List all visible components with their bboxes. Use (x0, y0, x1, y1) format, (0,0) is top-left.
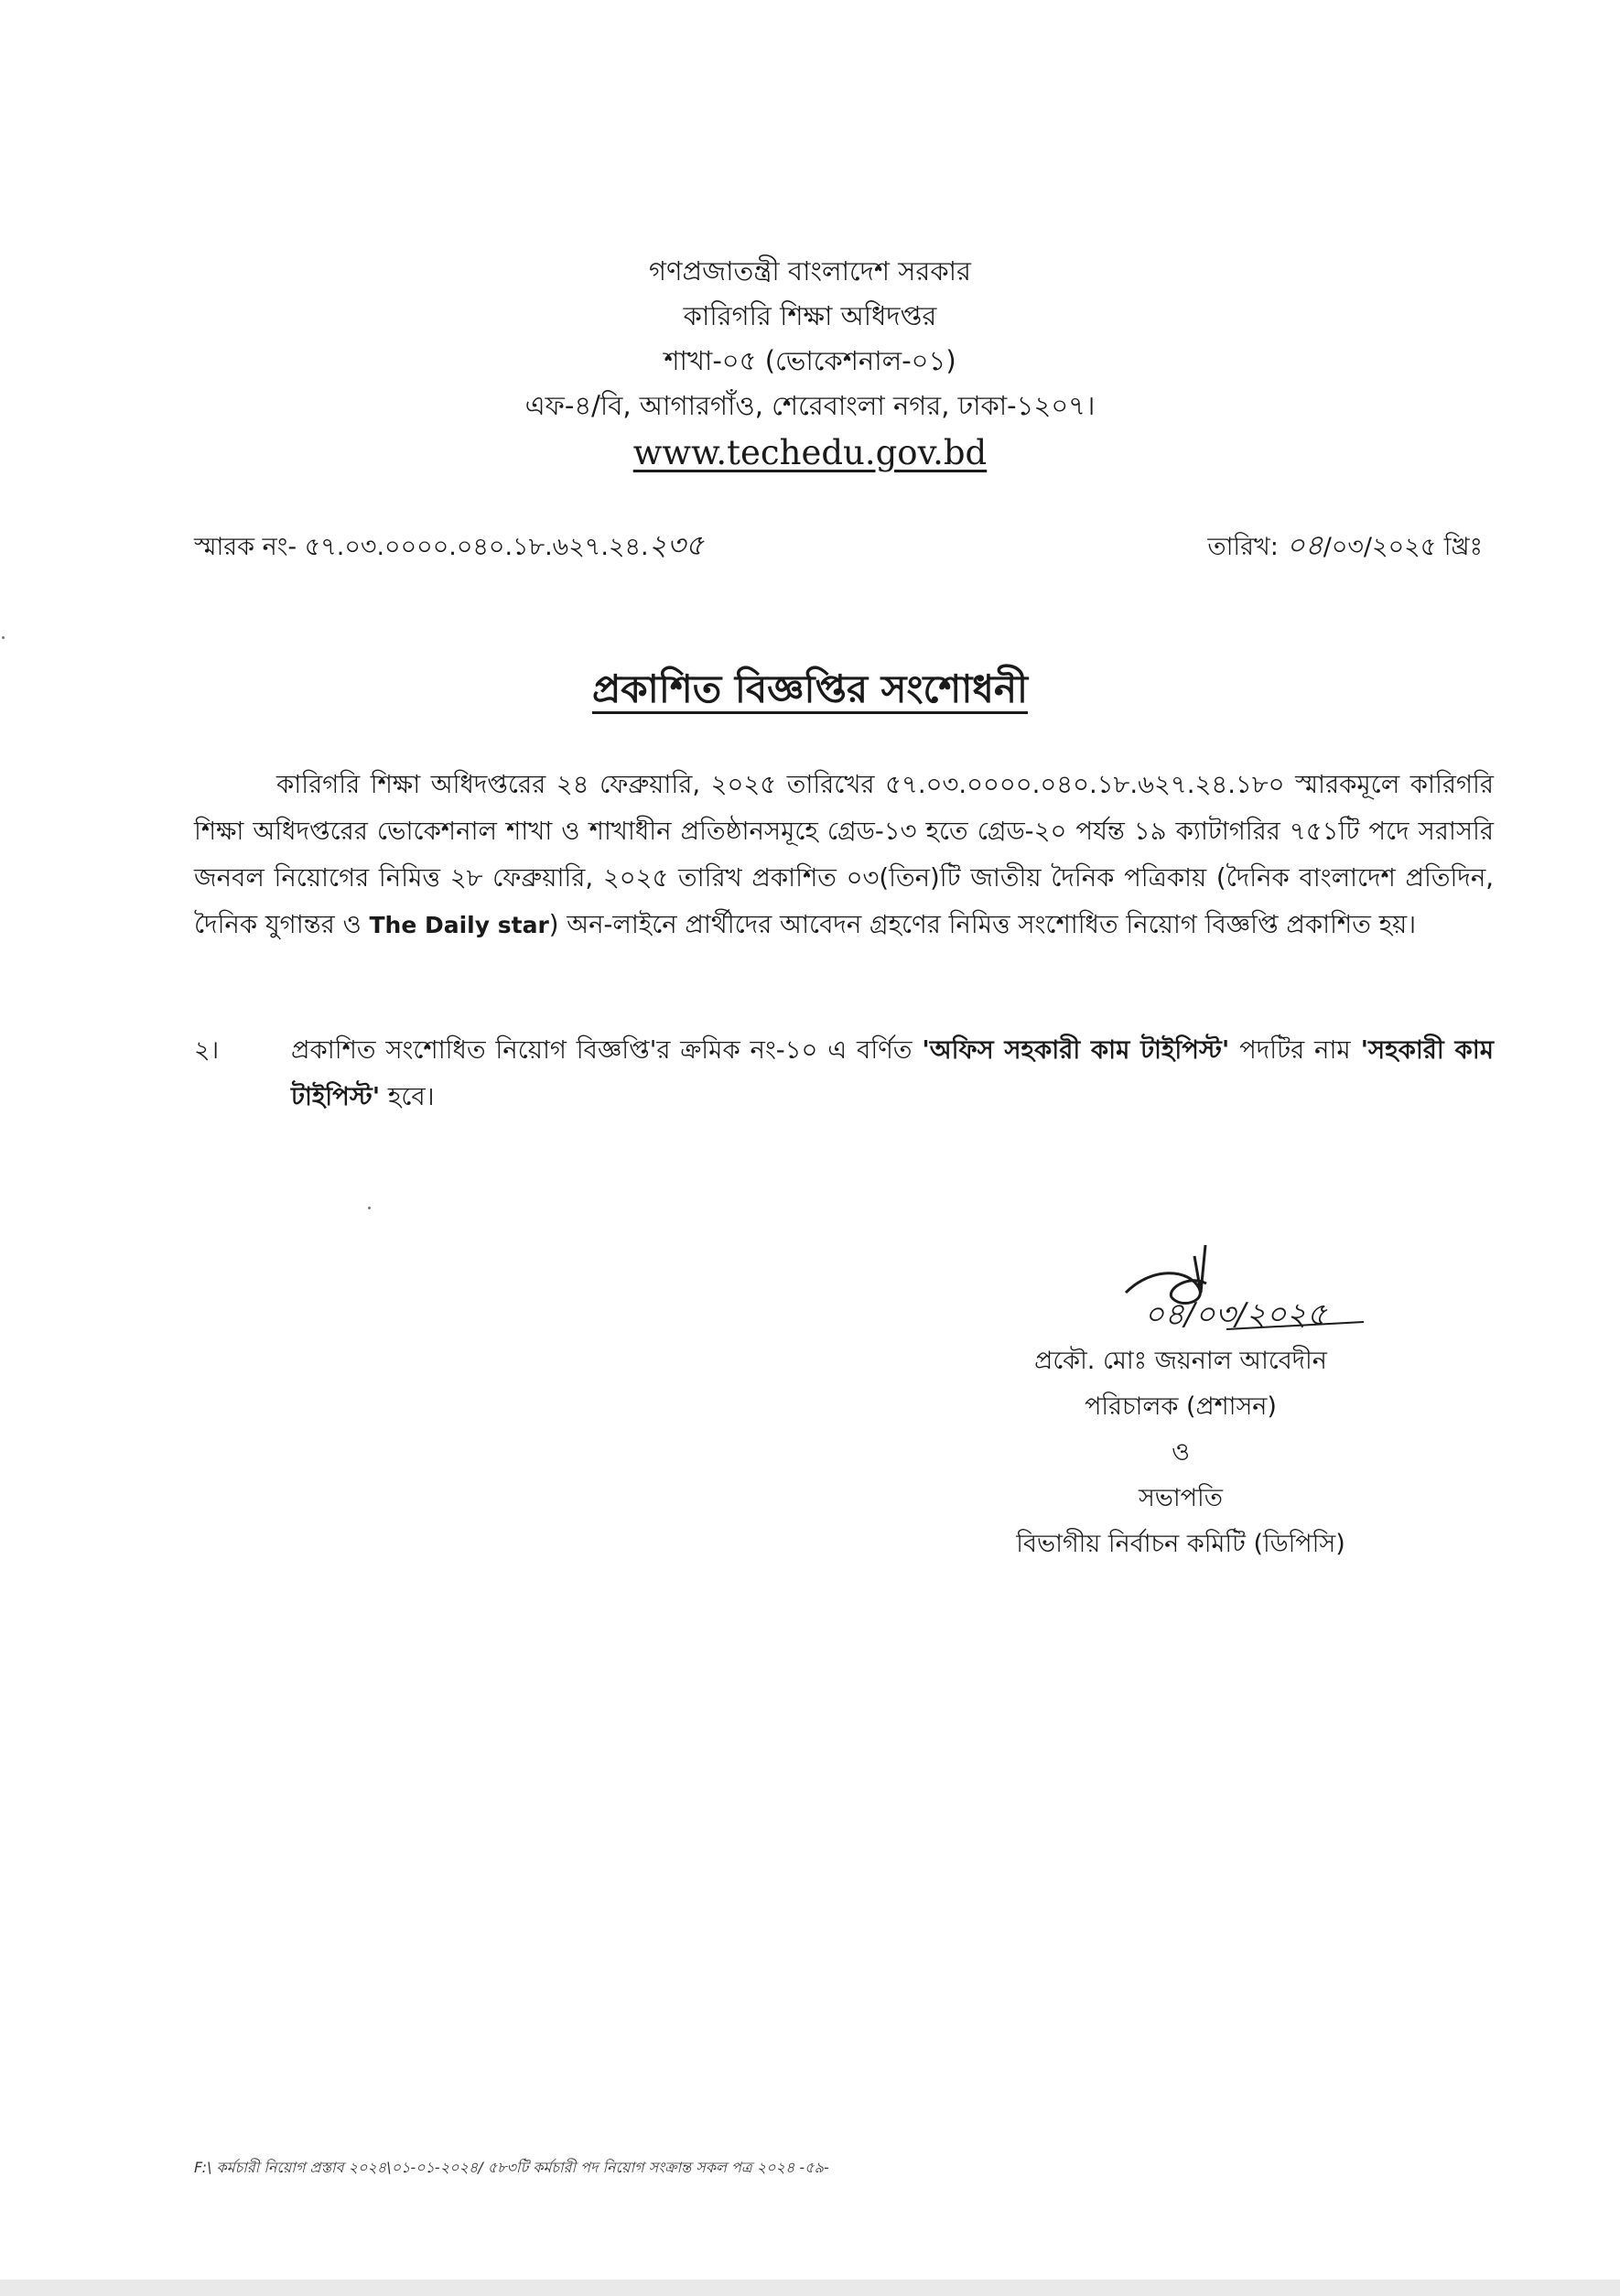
memo-handwritten-number: ২৩৫ (648, 529, 705, 562)
office-address: এফ-৪/বি, আগারগাঁও, শেরেবাংলা নগর, ঢাকা-১২০৭। (524, 390, 1096, 421)
paragraph-1 (194, 762, 1494, 948)
paragraph-2 (291, 1027, 1494, 1121)
paragraph-1-text-a: কারিগরি শিক্ষা অধিদপ্তরের ২৪ ফেব্রুয়ারি, ২০২৫ তারিখের ৫৭.০৩.০০০০.০৪০.১৮.৬২৭.২৪.১৮০ স্মারকমূলে কারিগরি শিক্ষা অধিদপ্তরের ভোকেশনাল শাখা ও শাখাধীন প্রতিষ্ঠানসমূহে গ্রেড-১৩ হতে গ্রেড-২০ পর্যন্ত ১৯ ক্যাটাগরির ৭৫১টি পদে সরাসরি জনবল নিয়োগের নিমিত্ত ২৮ ফেব্রুয়ারি, ২০২৫ তারিখ প্রকাশিত ০৩(তিন)টি জাতীয় দৈনিক পত্রিকায় (দৈনিক বাংলাদেশ প্রতিদিন, দৈনিক যুগান্তর ও (194, 770, 1494, 939)
speck (2, 636, 5, 639)
paragraph-2-text-a: প্রকাশিত সংশোধিত নিয়োগ বিজ্ঞপ্তি'র ক্রমিক নং-১০ এ বর্ণিত (291, 1035, 923, 1065)
date-label: তারিখ: (1207, 533, 1279, 561)
branch-name: শাখা-০৫ (ভোকেশনাল-০১) (664, 345, 956, 376)
memo-label: স্মারক নং- ৫৭.০৩.০০০০.০৪০.১৮.৬২৭.২৪. (194, 533, 649, 561)
paragraph-1-text-b: ) অন-লাইনে প্রার্থীদের আবেদন গ্রহণের নিমিত্ত সংশোধিত নিয়োগ বিজ্ঞপ্তি প্রকাশিত হয়। (548, 910, 1417, 939)
signatory-role: সভাপতি (1138, 1484, 1224, 1512)
memo-number (194, 524, 704, 571)
signatory-designation: পরিচালক (প্রশাসন) (1085, 1392, 1277, 1421)
letterhead (0, 249, 1620, 478)
website-link[interactable]: www.techedu.gov.bd (632, 433, 988, 472)
paragraph-2-text-c: হবে। (380, 1082, 435, 1111)
directorate-name: কারিগরি শিক্ষা অধিদপ্তর (683, 300, 937, 331)
date-rest: /০৩/২০২৫ খ্রিঃ (1323, 533, 1483, 561)
notice-title-text: প্রকাশিত বিজ্ঞপ্তির সংশোধনী (591, 666, 1029, 711)
paragraph-2-number: ২। (194, 1036, 220, 1065)
scan-bottom-edge (0, 2280, 1620, 2296)
signatory-conjunction: ও (1172, 1438, 1190, 1467)
signatory-block (943, 1338, 1419, 1567)
date-handwritten-day: ০৪ (1286, 529, 1323, 562)
signature-date: ০৪/০৩/২০২৫ (1144, 1296, 1327, 1333)
paragraph-2-text-b: পদটির নাম (1229, 1035, 1361, 1065)
signatory-name: প্রকৌ. মোঃ জয়নাল আবেদীন (1034, 1347, 1327, 1375)
paragraph-1-newspaper-name: The Daily star (369, 912, 549, 938)
signatory-committee: বিভাগীয় নির্বাচন কমিটি (ডিপিসি) (1016, 1530, 1345, 1558)
memo-date (1207, 524, 1483, 571)
speck (368, 1207, 371, 1209)
old-post-title: 'অফিস সহকারী কাম টাইপিস্ট' (922, 1035, 1230, 1065)
government-name: গণপ্রজাতন্ত্রী বাংলাদেশ সরকার (648, 255, 972, 287)
handwritten-signature (1089, 1238, 1391, 1348)
notice-title (0, 659, 1620, 724)
footer-file-path: F:\ কর্মচারী নিয়োগ প্রস্তাব ২০২৪\০১-০১-২০২৪/ ৫৮৩টি কর্মচারী পদ নিয়োগ সংক্রান্ত সকল পত্র ২০২৪ -৫৯- (194, 2159, 829, 2176)
new-post-title: 'সহকারী কাম টাইপিস্ট' (291, 1035, 1494, 1111)
